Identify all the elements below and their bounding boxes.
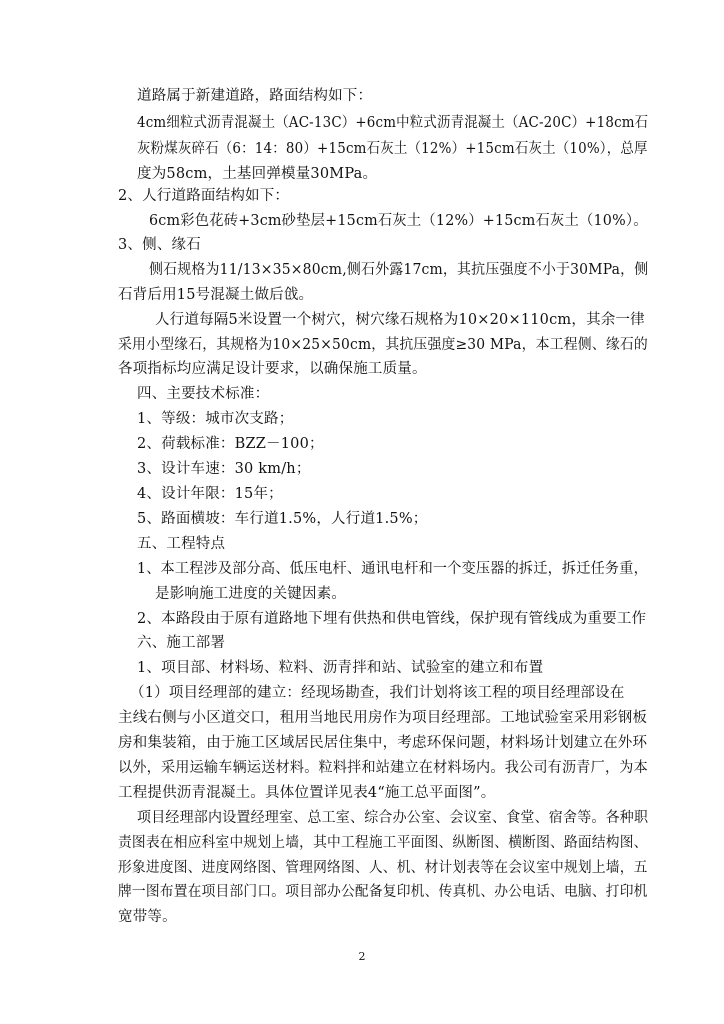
text-line-5: 2、人行道路面结构如下： (118, 188, 290, 204)
text-line-2: 4cm细粒式沥青混凝土（AC-13C）+6cm中粒式沥青混凝土（AC-20C）+18cm石 (137, 115, 649, 131)
text-line-7: 3、侧、缘石 (118, 237, 201, 253)
text-line-14: 1、等级：城市次支路； (137, 411, 294, 427)
text-line-23: 六、施工部署 (137, 635, 226, 651)
text-line-26: 主线右侧与小区道交口，租用当地民用房作为项目经理部。工地试验室采用彩钢板 (118, 710, 648, 726)
text-line-8: 侧石规格为11/13×35×80cm,侧石外露17cm，其抗压强度不小于30MPa，侧 (149, 262, 649, 278)
text-line-16: 3、设计车速：30 km/h； (137, 461, 311, 477)
text-line-29: 工程提供沥青混凝土。具体位置详见表4“施工总平面图”。 (118, 785, 496, 801)
text-line-12: 各项指标均应满足设计要求，以确保施工质量。 (118, 361, 427, 377)
text-line-13: 四、主要技术标准： (137, 386, 270, 402)
text-line-6: 6cm彩色花砖+3cm砂垫层+15cm石灰土（12%）+15cm石灰土（10%）。 (149, 213, 648, 229)
text-line-15: 2、荷载标准：BZZ－100； (137, 436, 324, 452)
text-line-24: 1、项目部、材料场、粒料、沥青拌和站、试验室的建立和布置 (137, 660, 544, 676)
text-line-4: 度为58cm，土基回弹模量30MPa。 (137, 166, 378, 182)
text-line-11: 采用小型缘石，其规格为10×25×50cm，其抗压强度≥30 MPa，本工程侧、缘石的 (118, 337, 648, 353)
text-line-17: 4、设计年限：15年； (137, 486, 283, 502)
text-line-30: 项目经理部内设置经理室、总工室、综合办公室、会议室、食堂、宿舍等。各种职 (137, 810, 649, 826)
text-line-3: 灰粉煤灰碎石（6：14：80）+15cm石灰土（12%）+15cm石灰土（10%），总厚 (137, 141, 648, 157)
page-number: 2 (358, 950, 366, 963)
text-line-25: （1）项目经理部的建立：经现场勘查，我们计划将该工程的项目经理部设在 (130, 685, 625, 701)
text-line-32: 形象进度图、进度网络图、管理网络图、人、机、材计划表等在会议室中规划上墙，五 (118, 860, 648, 876)
text-line-1: 道路属于新建道路，路面结构如下： (137, 88, 373, 104)
text-line-18: 5、路面横坡：车行道1.5%，人行道1.5%； (137, 511, 428, 527)
text-line-19: 五、工程特点 (137, 536, 226, 552)
text-line-10: 人行道每隔5米设置一个树穴，树穴缘石规格为10×20×110cm，其余一律 (155, 312, 645, 328)
text-line-34: 宽带等。 (118, 909, 177, 925)
text-line-9: 石背后用15号混凝土做后戗。 (118, 287, 314, 303)
text-line-22: 2、本路段由于原有道路地下埋有供热和供电管线，保护现有管线成为重要工作 (137, 611, 647, 627)
text-line-21: 是影响施工进度的关键因素。 (155, 586, 347, 602)
text-line-28: 以外，采用运输车辆运送材料。粒料拌和站建立在材料场内。我公司有沥青厂，为本 (118, 760, 648, 776)
text-line-27: 房和集装箱，由于施工区域居民居住集中，考虑环保问题，材料场计划建立在外环 (118, 735, 648, 751)
text-line-31: 责图表在相应科室中规划上墙，其中工程施工平面图、纵断图、横断图、路面结构图、 (118, 835, 648, 851)
text-line-33: 牌一图布置在项目部门口。项目部办公配备复印机、传真机、办公电话、电脑、打印机 (118, 884, 648, 900)
text-line-20: 1、本工程涉及部分高、低压电杆、通讯电杆和一个变压器的拆迁，拆迁任务重， (137, 561, 648, 577)
